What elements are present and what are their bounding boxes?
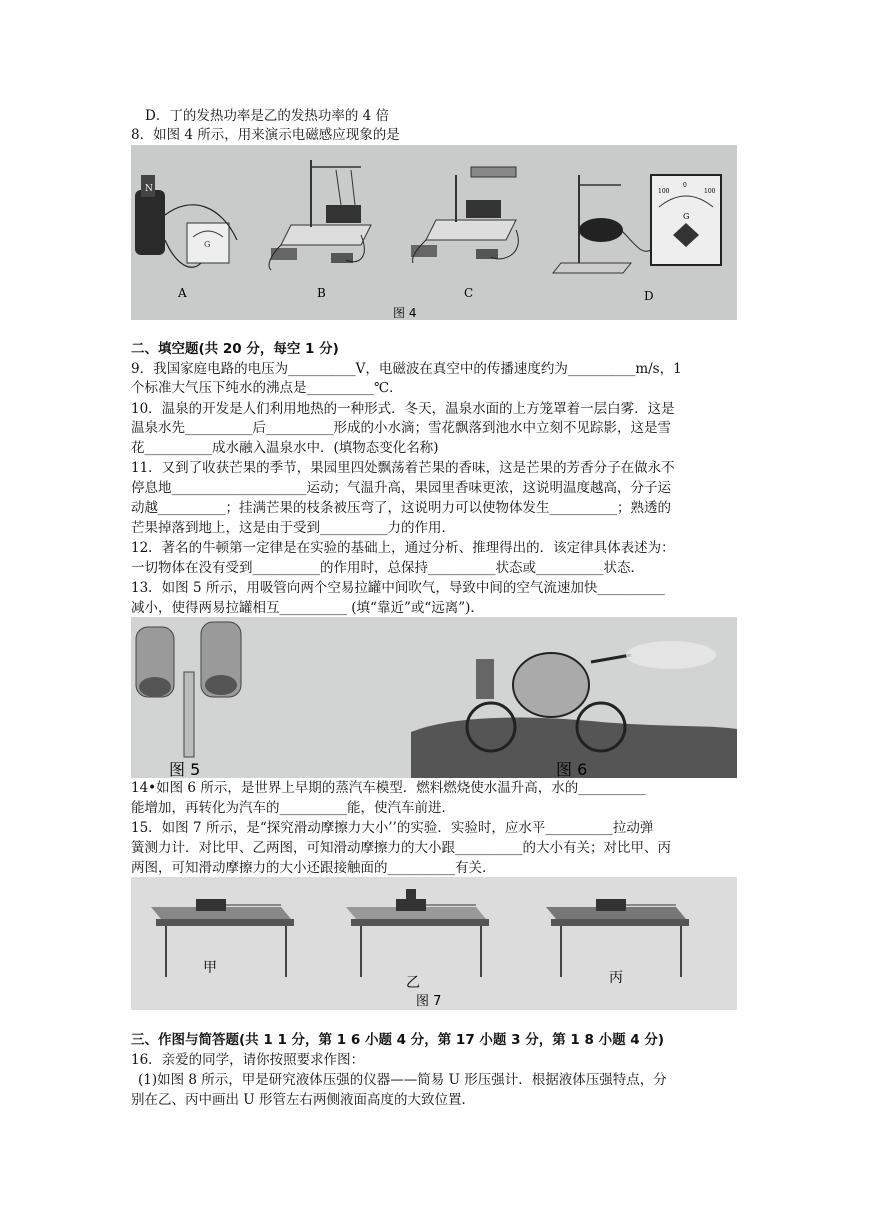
- q14-line-1: 14•如图 6 所示，是世界上早期的蒸汽车模型．燃料燃烧使水温升高，水的__________: [131, 780, 646, 796]
- q15-line-3: 两图，可知滑动摩擦力的大小还跟接触面的__________有关．: [131, 860, 496, 876]
- q15-line-1: 15．如图 7 所示，是“探究滑动摩擦力大小’’的实验．实验时，应水平__________拉动弹: [131, 820, 654, 836]
- label-yi: 乙: [406, 975, 420, 991]
- q16-1-line-2: 别在乙、丙中画出 U 形管左右两侧液面高度的大致位置．: [131, 1092, 475, 1108]
- figure-6-caption: 图 6: [556, 760, 588, 778]
- label-b: B: [317, 286, 326, 300]
- section-2-heading: 二、填空题(共 20 分，每空 1 分): [131, 341, 339, 357]
- meter-a-letter: G: [204, 240, 211, 249]
- q12-line-2: 一切物体在没有受到__________的作用时，总保持__________状态或__________状态．: [131, 560, 644, 576]
- q11-line-4: 芒果掉落到地上，这是由于受到__________力的作用．: [131, 520, 455, 536]
- q16: 16．亲爱的同学，请你按照要求作图：: [131, 1052, 365, 1068]
- q11-line-3: 动越__________；挂满芒果的枝条被压弯了，这说明力可以使物体发生__________；熟透的: [131, 500, 671, 516]
- q9-line-2: 个标准大气压下纯水的沸点是__________℃．: [131, 380, 403, 396]
- label-c: C: [464, 286, 474, 300]
- q14-line-2: 能增加，再转化为汽车的__________能，使汽车前进．: [131, 800, 455, 816]
- meter-scale-left: 100: [658, 188, 670, 195]
- q10-line-2: 温泉水先__________后__________形成的小水滴；雪花飘落到池水中立刻不见踪影，这是雪: [131, 420, 671, 436]
- meter-scale-right: 100: [704, 188, 716, 195]
- label-bing: 丙: [609, 970, 623, 986]
- q9-line-1: 9．我国家庭电路的电压为__________V，电磁波在真空中的传播速度约为__________m/s，1: [131, 361, 682, 377]
- table-yi: [346, 889, 489, 991]
- figure-5-cans: [136, 622, 241, 778]
- q13-line-1: 13．如图 5 所示，用吸管向两个空易拉罐中间吹气，导致中间的空气流速加快__________: [131, 580, 665, 596]
- option-d: D．丁的发热功率是乙的发热功率的 4 倍: [145, 108, 389, 124]
- figure-5-6: [131, 617, 737, 778]
- label-a: A: [178, 286, 187, 300]
- q11-line-1: 11．又到了收获芒果的季节，果园里四处飘荡着芒果的香味，这是芒果的芳香分子在做永不: [131, 460, 675, 476]
- figure-6-steam-car: [411, 641, 737, 778]
- figure-4-caption: 图 4: [393, 306, 417, 320]
- q16-1-line-1: (1)如图 8 所示，甲是研究液体压强的仪器——简易 U 形压强计．根据液体压强特点，分: [138, 1072, 667, 1088]
- meter-scale-mid: 0: [683, 182, 687, 189]
- apparatus-a: [135, 175, 237, 300]
- q15-line-2: 簧测力计．对比甲、乙两图，可知滑动摩擦力的大小跟__________的大小有关；对比甲、丙: [131, 840, 671, 856]
- meter-d-letter: G: [683, 212, 690, 221]
- q10-line-1: 10．温泉的开发是人们利用地热的一种形式．冬天，温泉水面的上方笼罩着一层白雾．这是: [131, 401, 675, 417]
- question-8: 8．如图 4 所示，用来演示电磁感应现象的是: [131, 127, 400, 143]
- section-3-heading: 三、作图与简答题(共 1 1 分，第 1 6 小题 4 分，第 17 小题 3 分，第 1 8 小题 4 分): [131, 1032, 665, 1048]
- q10-line-3: 花__________成水融入温泉水中．(填物态变化名称): [131, 440, 439, 456]
- table-jia: [151, 899, 294, 977]
- q13-line-2: 减小，使得两易拉罐相互__________ (填“靠近”或“远离”)．: [131, 600, 484, 616]
- apparatus-c: [411, 167, 518, 300]
- magnet-pole-label: N: [145, 184, 153, 194]
- figure-5-caption: 图 5: [169, 760, 201, 778]
- figure-7-caption: 图 7: [416, 994, 442, 1009]
- label-jia: 甲: [203, 960, 217, 976]
- table-bing: [546, 899, 689, 986]
- q11-line-2: 停息地____________________运动；气温升高，果园里香味更浓，这说明温度越高，分子运: [131, 480, 671, 496]
- label-d: D: [644, 289, 654, 303]
- figure-7: [131, 877, 737, 1010]
- figure-4: [131, 145, 737, 320]
- apparatus-d: [553, 175, 721, 303]
- apparatus-b: [269, 160, 371, 300]
- q12-line-1: 12．著名的牛顿第一定律是在实验的基础上，通过分析、推理得出的．该定律具体表述为：: [131, 540, 675, 556]
